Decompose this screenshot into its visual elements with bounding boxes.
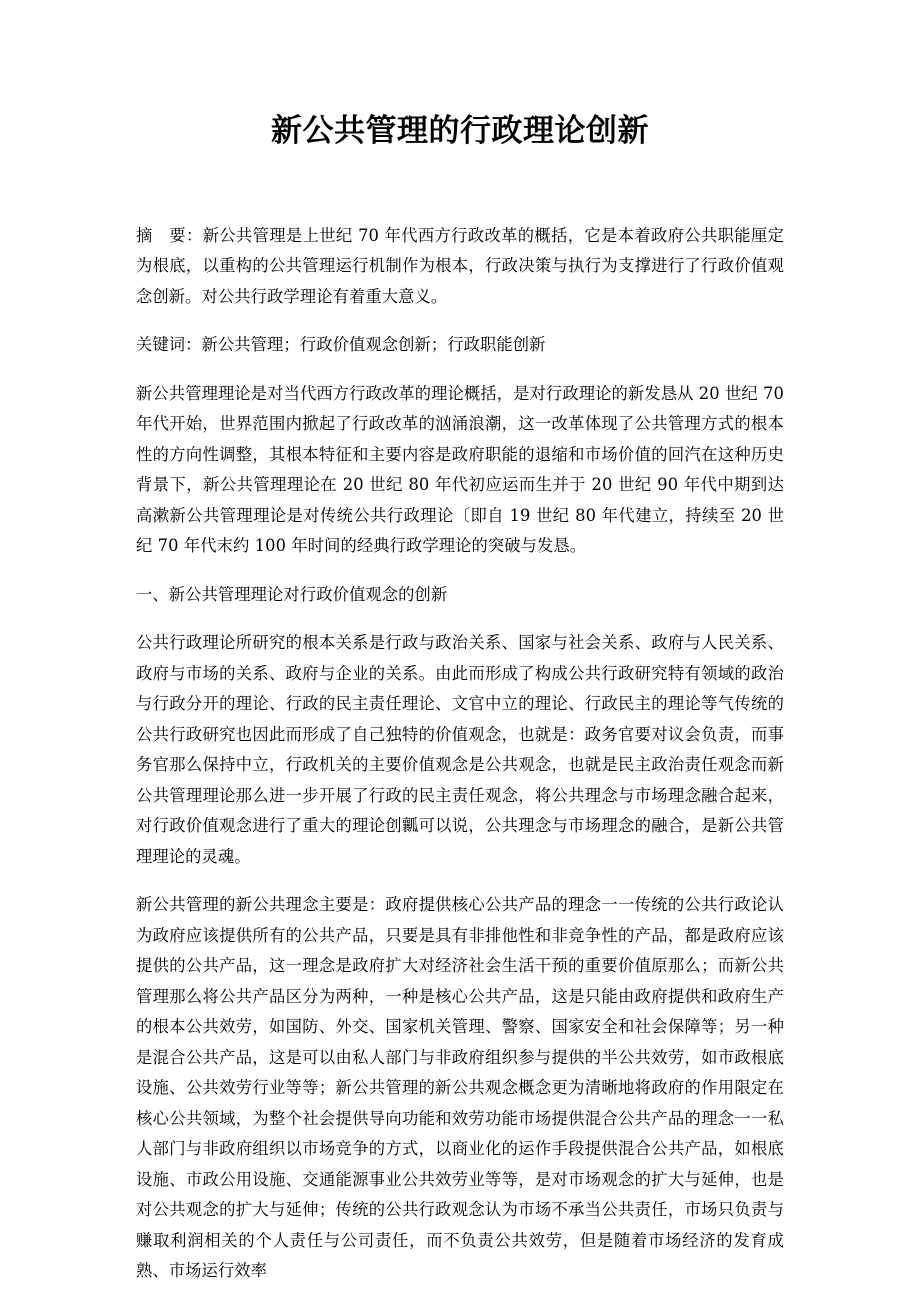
section-1-paragraph-2: 新公共管理的新公共理念主要是：政府提供核心公共产品的理念一一传统的公共行政论认为政府应该提供所有的公共产品，只要是具有非排他性和非竞争性的产品，都是政府应该提供的公共产品，这一理念是政府扩大对经济社会生活干预的重要价值原那么；而新公共管理那么将公共产品区分为两种，一种是核心公共产品，这是只能由政府提供和政府生产的根本公共效劳，如国防、外交、国家机关管理、警察、国家安全和社会保障等；另一种是混合公共产品，这是可以由私人部门与非政府组织参与提供的半公共效劳，如市政根底设施、公共效劳行业等等；新公共管理的新公共观念概念更为清晰地将政府的作用限定在核心公共领域，为整个社会提供导向功能和效劳功能市场提供混合公共产品的理念一一私人部门与非政府组织以市场竞争的方式，以商业化的运作手段提供混合公共产品，如根底设施、市政公用设施、交通能源事业公共效劳业等等，是对市场观念的扩大与延伸，也是对公共观念的扩大与延伸；传统的公共行政观念认为市场不承当公共责任，市场只负责与赚取利润相关的个人责任与公司责任，而不负责公共效劳，但是随着市场经济的发育成熟、市场运行效率 [136,895,784,1281]
introduction-paragraph: 新公共管理理论是对当代西方行政改革的理论概括，是对行政理论的新发恳从 20 世纪 70 年代开始，世界范围内掀起了行政改革的汹涌浪潮，这一改革体现了公共管理方式的根本性的方向性调整，其根本特征和主要内容是政府职能的退缩和市场价值的回汽在这种历史背景下，新公共管理理论在 20 世纪 80 年代初应运而生并于 20 世纪 90 年代中期到达高漱新公共管理理论是对传统公共行政理论〔即自 19 世纪 80 年代建立，持续至 20 世纪 70 年代末约 100 年时间的经典行政学理论的突破与发恳。 [136,383,784,556]
section-heading-1: 一、新公共管理理论对行政价值观念的创新 [136,584,448,604]
document-body [136,221,784,1287]
abstract-paragraph: 摘 要：新公共管理是上世纪 70 年代西方行政改革的概括，它是本着政府公共职能厘定为根底，以重构的公共管理运行机制作为根本，行政决策与执行为支撑进行了行政价值观念创新。对公共行政学理论有着重大意义。 [136,225,784,306]
section-1-paragraph-1: 公共行政理论所研究的根本关系是行政与政治关系、国家与社会关系、政府与人民关系、政府与市场的关系、政府与企业的关系。由此而形成了构成公共行政研究特有领域的政治与行政分开的理论、行政的民主责任理论、文官中立的理论、行政民主的理论等气传统的公共行政研究也因此而形成了自己独特的价值观念，也就是：政务官要对议会负责，而事务官那么保持中立，行政机关的主要价值观念是公共观念，也就是民主政治责任观念而新公共管理理论那么进一步开展了行政的民主责任观念，将公共理念与市场理念融合起来，对行政价值观念进行了重大的理论创瓤可以说，公共理念与市场理念的融合，是新公共管理理论的灵魂。 [136,633,784,866]
keywords-paragraph: 关键词：新公共管理；行政价值观念创新；行政职能创新 [136,335,546,355]
page-title: 新公共管理的行政理论创新 [271,113,649,149]
